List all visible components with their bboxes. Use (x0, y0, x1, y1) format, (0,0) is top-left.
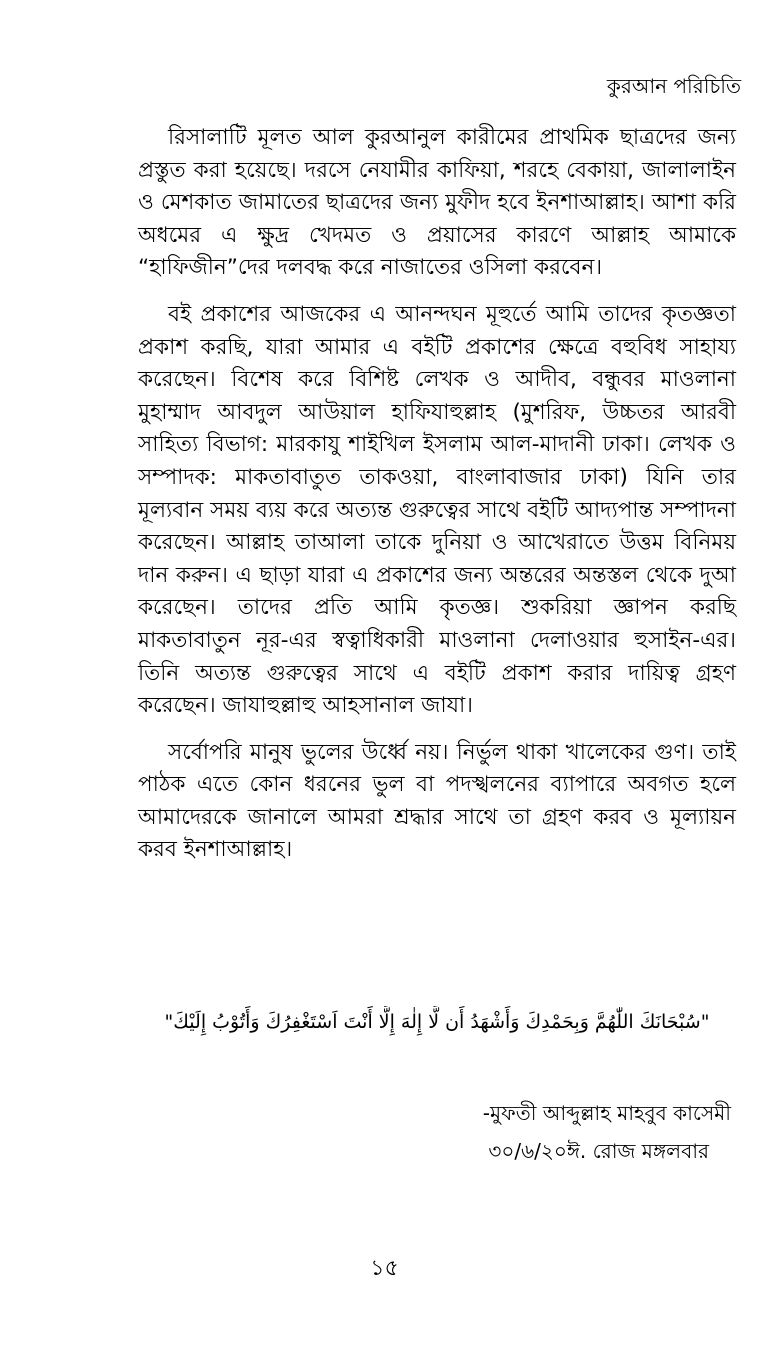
running-header: কুরআন পরিচিতি (606, 74, 741, 98)
arabic-dua: "سُبْحَانَكَ اللّٰهُمَّ وَبِحَمْدِكَ وَأَشْهَدُ أَن لَّا إِلٰهَ إِلَّا أَنْتَ اَسْتَغْفِرُكَ وَأَتُوْبُ إِلَيْكَ" (164, 1011, 710, 1033)
paragraph-acknowledgement: বই প্রকাশের আজকের এ আনন্দঘন মূহুর্তে আমি তাদের কৃতজ্ঞতা প্রকাশ করছি, যারা আমার এ বইটি প্রকাশের ক্ষেত্রে বহুবিধ সাহায্য করেছেন। বিশেষ করে বিশিষ্ট লেখক ও আদীব, বন্ধুবর মাওলানা মুহাম্মাদ আবদুল আউয়াল হাফিযাহুল্লাহ (মুশরিফ, উচ্চতর আরবী সাহিত্য বিভাগ: মারকাযু শাইখিল ইসলাম আল-মাদানী ঢাকা। লেখক ও সম্পাদক: মাকতাবাতুত তাকওয়া, বাংলাবাজার ঢাকা) যিনি তার মূল্যবান সময় ব্যয় করে অত্যন্ত গুরুত্বের সাথে বইটি আদ্যপান্ত সম্পাদনা করেছেন। আল্লাহ তাআলা তাকে দুনিয়া ও আখেরাতে উত্তম বিনিময় দান করুন। এ ছাড়া যারা এ প্রকাশের জন্য অন্তরের অন্তস্তল থেকে দুআ করেছেন। তাদের প্রতি আমি কৃতজ্ঞ। শুকরিয়া জ্ঞাপন করছি মাকতাবাতুন নূর-এর স্বত্বাধিকারী মাওলানা দেলাওয়ার হুসাইন-এর। তিনি অত্যন্ত গুরুত্বের সাথে এ বইটি প্রকাশ করার দায়িত্ব গ্রহণ করেছেন। জাযাহুল্লাহু আহসানাল জাযা। (138, 301, 736, 719)
author-name: -মুফতী আব্দুল্লাহ মাহবুব কাসেমী (482, 1101, 731, 1125)
body-text (138, 122, 736, 881)
paragraph-closing: সর্বোপরি মানুষ ভুলের উর্ধ্বে নয়। নির্ভুল থাকা খালেকের গুণ। তাই পাঠক এতে কোন ধরনের ভুল বা পদস্খলনের ব্যাপারে অবগত হলে আমাদেরকে জানালে আমরা শ্রদ্ধার সাথে তা গ্রহণ করব ও মূল্যায়ন করব ইনশাআল্লাহ। (138, 739, 736, 863)
page-number: ১৫ (370, 1256, 399, 1281)
signature-date: ৩০/৬/২০ঈ. রোজ মঙ্গলবার (488, 1139, 709, 1163)
paragraph-intro: রিসালাটি মূলত আল কুরআনুল কারীমের প্রাথমিক ছাত্রদের জন্য প্রস্তুত করা হয়েছে। দরসে নেযামীর কাফিয়া, শরহে বেকায়া, জালালাইন ও মেশকাত জামাতের ছাত্রদের জন্য মুফীদ হবে ইনশাআল্লাহ। আশা করি অধমের এ ক্ষুদ্র খেদমত ও প্রয়াসের কারণে আল্লাহ আমাকে “হাফিজীন”দের দলবদ্ধ করে নাজাতের ওসিলা করবেন। (138, 125, 736, 281)
signature-block (483, 1094, 731, 1170)
